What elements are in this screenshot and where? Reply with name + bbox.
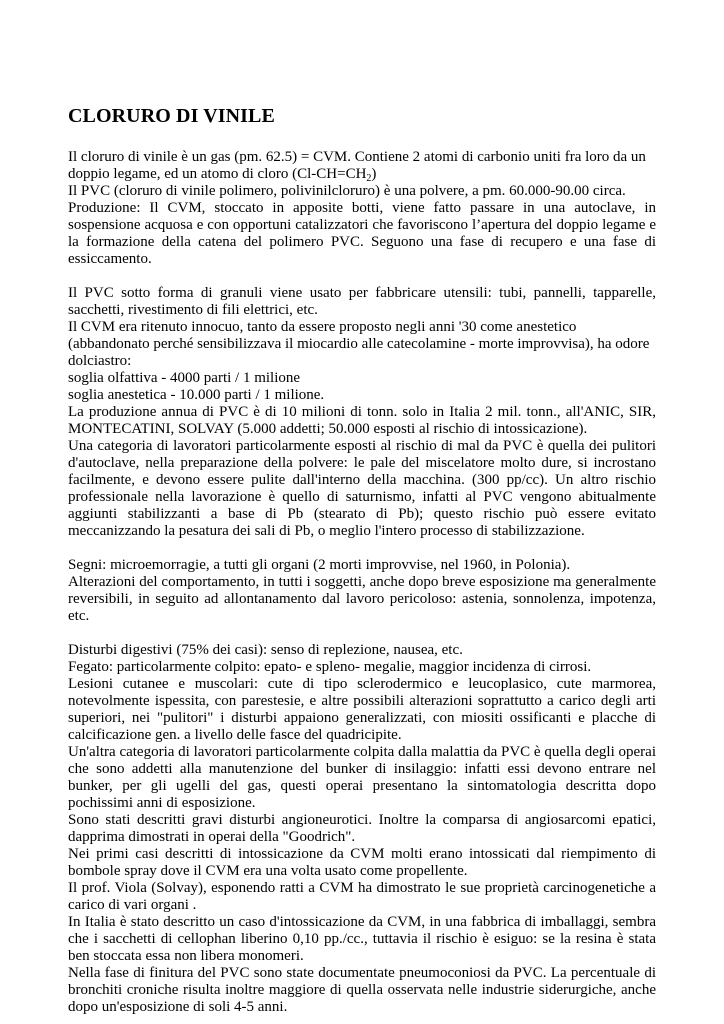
paragraph-definition (68, 149, 656, 183)
paragraph-digestive: Disturbi digestivi (75% dei casi): senso di replezione, nausea, etc. (68, 642, 463, 658)
paragraph-cvm-innocuous: Il CVM era ritenuto innocuo, tanto da essere proposto negli anni '30 come anestetico (abbandonato perché sensibilizzava il miocardio alle catecolamine - morte improvvisa), ha odore dolciastro: (68, 319, 650, 369)
paragraph-definition-end: ) (371, 166, 377, 182)
paragraph-spray-cases: Nei primi casi descritti di intossicazione da CVM molti erano intossicati dal riempimento di bombole spray dove il CVM era una volta usato come propellente. (68, 846, 656, 879)
paragraph-olfactory-threshold: soglia olfattiva - 4000 parti / 1 milione (68, 370, 301, 386)
document-body (68, 149, 656, 1016)
paragraph-angioneurotic: Sono stati descritti gravi disturbi angioneurotici. Inoltre la comparsa di angiosarcomi epatici, dapprima dimostrati in operai della "Goodrich". (68, 812, 656, 845)
paragraph-skin-lesions: Lesioni cutanee e muscolari: cute di tipo sclerodermico e leucoplasico, cute marmorea, notevolmente ispessita, con parestesie, e altre possibili alterazioni soprattutto a carico degli arti superiori, nei "pulitori" i disturbi appaiono generalizzati, con miositi ossificanti e placche di calcificazione gen. a livello delle fasce del quadricipite. (68, 676, 656, 743)
paragraph-signs: Segni: microemorragie, a tutti gli organi (2 morti improvvise, nel 1960, in Polonia). (68, 557, 571, 573)
paragraph-production: Produzione: Il CVM, stoccato in apposite botti, viene fatto passare in una autoclave, in sospensione acquosa e con opportuni catalizzatori che favoriscono l’apertura del doppio legame e la formazione della catena del polimero PVC. Seguono una fase di recupero e una fase di essiccamento. (68, 200, 656, 267)
paragraph-anesthetic-threshold: soglia anestetica - 10.000 parti / 1 milione. (68, 387, 325, 403)
paragraph-italy-case: In Italia è stato descritto un caso d'intossicazione da CVM, in una fabbrica di imballaggi, sembra che i sacchetti di cellophan liberino 0,10 pp./cc., tuttavia il rischio è esiguo: se la resina è stata ben stoccata essa non libera monomeri. (68, 914, 656, 964)
paragraph-pvc: Il PVC (cloruro di vinile polimero, polivinilcloruro) è una polvere, a pm. 60.000-90.00 circa. (68, 183, 626, 199)
document-title: CLORURO DI VINILE (68, 105, 275, 127)
subscript-2: 2 (366, 173, 372, 184)
paragraph-behavior: Alterazioni del comportamento, in tutti i soggetti, anche dopo breve esposizione ma generalmente reversibili, in seguito ad allontanamento dal lavoro pericoloso: astenia, sonnolenza, impotenza, etc. (68, 574, 656, 624)
paragraph-definition-text: Il cloruro di vinile è un gas (pm. 62.5) = CVM. Contiene 2 atomi di carbonio uniti fra loro da un doppio legame, ed un atomo di cloro (Cl-CH=CH (68, 149, 646, 182)
paragraph-gap (68, 625, 656, 642)
paragraph-autoclave-workers: Una categoria di lavoratori particolarmente esposti al rischio di mal da PVC è quella dei pulitori d'autoclave, nella preparazione della polvere: le pale del miscelatore molto dure, si incrostano facilmente, e devono essere pulite dall'interno della macchina. (300 pp/cc). Un altro rischio professionale nella lavorazione è quello di saturnismo, infatti al PVC vengono abitualmente aggiunti stabilizzanti a base di Pb (stearato di Pb); questo rischio può essere evitato meccanizzando la pesatura dei sali di Pb, o meglio l'intero processo di stabilizzazione. (68, 438, 656, 539)
paragraph-finishing: Nella fase di finitura del PVC sono state documentate pneumoconiosi da PVC. La percentuale di bronchiti croniche risulta inoltre maggiore di quella osservata nelle industrie siderurgiche, anche dopo un'esposizione di soli 4-5 anni. (68, 965, 656, 1015)
paragraph-bunker-workers: Un'altra categoria di lavoratori particolarmente colpita dalla malattia da PVC è quella degli operai che sono addetti alla manutenzione del bunker di insilaggio: infatti essi devono entrare nel bunker, per gli ugelli del gas, questi operai presentano la sintomatologia descritta dopo pochissimi anni di esposizione. (68, 744, 656, 811)
paragraph-liver: Fegato: particolarmente colpito: epato- e spleno- megalie, maggior incidenza di cirrosi. (68, 659, 592, 675)
paragraph-gap (68, 540, 656, 557)
paragraph-annual-production: La produzione annua di PVC è di 10 milioni di tonn. solo in Italia 2 mil. tonn., all'ANIC, SIR, MONTECATINI, SOLVAY (5.000 addetti; 50.000 esposti al rischio di intossicazione). (68, 404, 656, 437)
paragraph-uses: Il PVC sotto forma di granuli viene usato per fabbricare utensili: tubi, pannelli, tapparelle, sacchetti, rivestimento di fili elettrici, etc. (68, 285, 656, 318)
paragraph-viola: Il prof. Viola (Solvay), esponendo ratti a CVM ha dimostrato le sue proprietà carcinogenetiche a carico di vari organi . (68, 880, 656, 913)
paragraph-gap (68, 268, 656, 285)
